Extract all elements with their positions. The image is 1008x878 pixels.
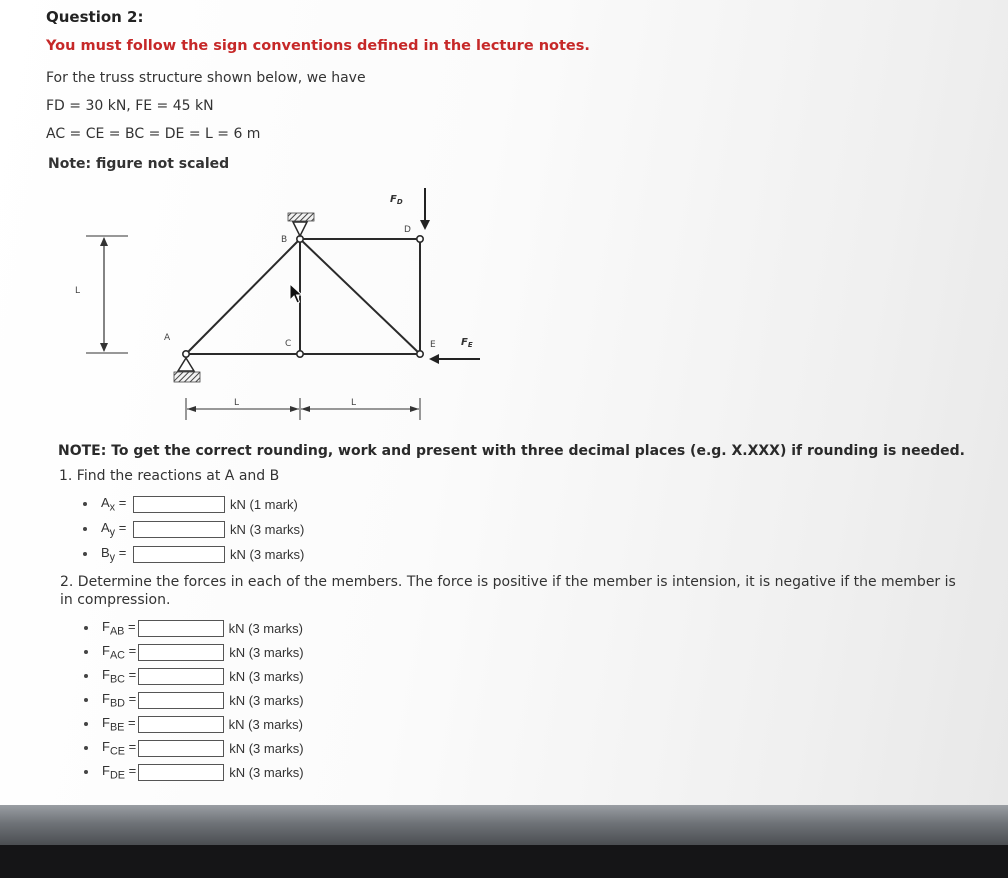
intro-text: For the truss structure shown below, we have <box>46 70 366 86</box>
answer-label: $B_y$ = <box>101 545 127 564</box>
answer-row-Ay <box>83 520 304 539</box>
fab-input[interactable] <box>138 620 224 637</box>
answer-row-FBC <box>84 667 304 686</box>
question-title: Question 2: <box>46 8 144 26</box>
truss-figure <box>0 0 1008 430</box>
load-FE-arrow-icon <box>429 337 480 364</box>
truss-members <box>186 239 420 354</box>
answer-row-FAB <box>84 619 303 638</box>
fbe-input[interactable] <box>138 716 224 733</box>
label-A: A <box>164 333 171 343</box>
vertical-dimension <box>75 236 128 353</box>
answer-label: $F_{AC}$ = <box>102 643 137 662</box>
unit-label: kN (3 marks) <box>228 716 304 732</box>
answer-label: $F_{BD}$ = <box>102 691 137 710</box>
support-A-icon <box>174 358 200 382</box>
label-FD: F <box>390 194 397 205</box>
unit-label: kN (3 marks) <box>229 764 304 780</box>
desk-surface <box>0 845 1008 878</box>
answer-label: $A_x$ = <box>101 495 127 514</box>
part2-prompt: 2. Determine the forces in each of the members. The force is positive if the member is intension, it is negative if the member is in compression. <box>60 574 956 608</box>
ax-input[interactable] <box>133 496 225 513</box>
joint-C <box>297 351 303 357</box>
laptop-bezel <box>0 805 1008 845</box>
lengths-line: AC = CE = BC = DE = L = 6 m <box>46 126 261 142</box>
label-D: D <box>404 225 411 235</box>
answer-row-FDE <box>84 763 304 782</box>
bullet <box>84 746 88 750</box>
unit-label: kN (3 marks) <box>229 740 304 756</box>
bullet <box>83 527 87 531</box>
figure-note: Note: figure not scaled <box>48 156 230 172</box>
label-FE: F <box>461 337 468 348</box>
bullet <box>84 674 88 678</box>
answer-label: $F_{BC}$ = <box>102 667 137 686</box>
svg-text:FE <box>461 337 473 349</box>
horizontal-dimensions <box>186 398 420 420</box>
forces-line: FD = 30 kN, FE = 45 kN <box>46 98 214 114</box>
bullet <box>84 698 88 702</box>
answer-label: $F_{DE}$ = <box>102 763 137 782</box>
answer-row-FAC <box>84 643 304 662</box>
answer-label: $F_{AB}$ = <box>102 619 136 638</box>
dim-label-L1: L <box>234 398 240 408</box>
member-AB <box>186 239 300 354</box>
bullet <box>83 502 87 506</box>
unit-label: kN (3 marks) <box>230 521 305 537</box>
joint-D <box>417 236 423 242</box>
fbc-input[interactable] <box>138 668 224 685</box>
unit-label: kN (3 marks) <box>229 668 304 684</box>
member-BE <box>300 239 420 354</box>
sign-convention-warning: You must follow the sign conventions defined in the lecture notes. <box>46 38 590 54</box>
unit-label: kN (3 marks) <box>229 644 304 660</box>
joint-E <box>417 351 423 357</box>
ay-input[interactable] <box>133 521 225 538</box>
unit-label: kN (3 marks) <box>229 692 304 708</box>
label-FE-sub: E <box>467 341 473 349</box>
svg-text:FD <box>390 194 403 206</box>
fce-input[interactable] <box>138 740 224 757</box>
unit-label: kN (1 mark) <box>230 496 298 512</box>
answer-label: $F_{BE}$ = <box>102 715 136 734</box>
answer-row-Ax <box>83 495 298 514</box>
answer-row-FBE <box>84 715 303 734</box>
bullet <box>84 770 88 774</box>
fbd-input[interactable] <box>138 692 224 709</box>
label-B: B <box>281 235 288 245</box>
answer-row-By <box>83 545 304 564</box>
answer-row-FCE <box>84 739 304 758</box>
dim-label-L2: L <box>351 398 357 408</box>
part1-prompt: 1. Find the reactions at A and B <box>59 468 280 484</box>
unit-label: kN (3 marks) <box>230 546 305 562</box>
label-C: C <box>285 339 292 349</box>
by-input[interactable] <box>133 546 225 563</box>
label-E: E <box>430 340 436 350</box>
fde-input[interactable] <box>138 764 224 781</box>
answer-label: $F_{CE}$ = <box>102 739 137 758</box>
answer-label: $A_y$ = <box>101 520 127 539</box>
rounding-note: NOTE: To get the correct rounding, work and present with three decimal places (e.g. X.XXX) if rounding is needed. <box>58 443 965 459</box>
dim-label-vertical: L <box>75 286 81 296</box>
bullet <box>84 722 88 726</box>
truss-joints <box>183 236 423 357</box>
bullet <box>83 552 87 556</box>
fac-input[interactable] <box>138 644 224 661</box>
joint-A <box>183 351 189 357</box>
support-B-icon <box>288 213 314 236</box>
unit-label: kN (3 marks) <box>228 620 304 636</box>
load-FD-arrow-icon <box>390 188 430 230</box>
answer-row-FBD <box>84 691 304 710</box>
label-FD-sub: D <box>396 198 403 206</box>
bullet <box>84 626 88 630</box>
bullet <box>84 650 88 654</box>
